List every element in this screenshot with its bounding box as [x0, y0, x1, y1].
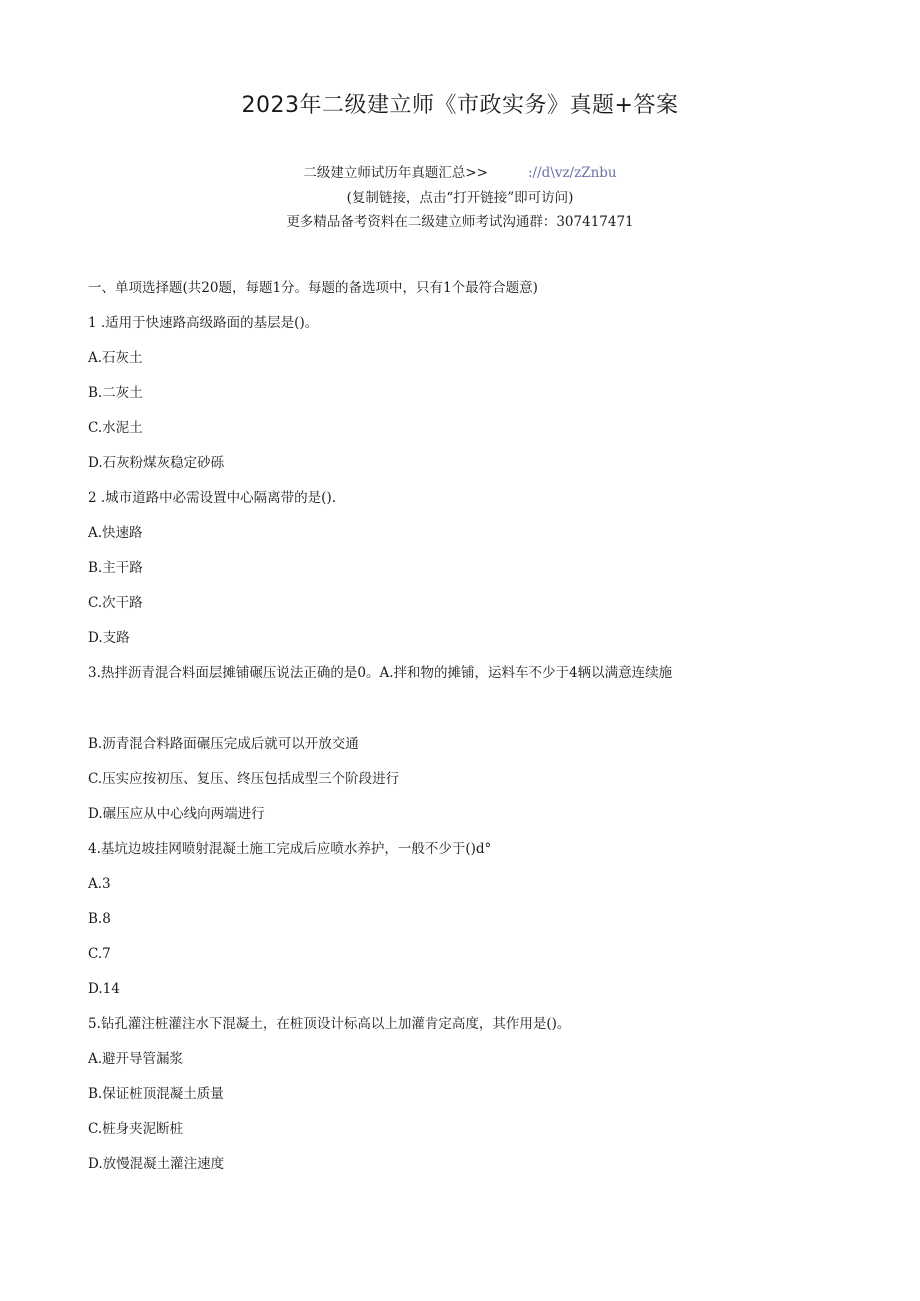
option: C.次干路	[88, 595, 143, 611]
question-stem: 2 .城市道路中必需设置中心隔离带的是().	[88, 490, 336, 506]
option: D.石灰粉煤灰稳定砂砾	[88, 455, 225, 471]
summary-label: 二级建立师试历年真题汇总>>	[303, 165, 488, 181]
document-title: 2023年二级建立师《市政实务》真题+答案	[241, 93, 679, 118]
option: A.3	[88, 876, 111, 892]
group-text: 更多精品备考资料在二级建立师考试沟通群：307417471	[286, 214, 634, 230]
summary-link[interactable]: ://d\vz/zZnbu	[527, 165, 617, 181]
option: A.避开导管漏浆	[88, 1051, 184, 1067]
option: D.放慢混凝土灌注速度	[88, 1156, 225, 1172]
option: A.石灰土	[88, 350, 143, 366]
option: B.沥青混合料路面碾压完成后就可以开放交通	[88, 736, 359, 752]
copy-hint: (复制链接，点击“打开链接”即可访问)	[346, 190, 574, 206]
option: C.压实应按初压、复压、终压包括成型三个阶段进行	[88, 771, 400, 787]
question-stem: 3.热拌沥青混合料面层摊铺碾压说法正确的是0。A.拌和物的摊铺，运料车不少于4辆以满意连续施	[88, 665, 673, 681]
question-stem: 1 .适用于快速路高级路面的基层是()。	[88, 315, 319, 331]
section-heading: 一、单项选择题(共20题，每题1分。每题的备选项中，只有1个最符合题意)	[88, 280, 538, 296]
question-stem: 5.钻孔灌注桩灌注水下混凝土，在桩顶设计标高以上加灌肯定高度，其作用是()。	[88, 1016, 571, 1032]
option: B.二灰土	[88, 385, 143, 401]
option: D.碾压应从中心线向两端进行	[88, 806, 265, 822]
option: B.保证桩顶混凝土质量	[88, 1086, 224, 1102]
option: A.快速路	[88, 525, 143, 541]
question-stem: 4.基坑边坡挂网喷射混凝土施工完成后应喷水养护，一般不少于()d°	[88, 841, 492, 857]
option: C.水泥土	[88, 420, 143, 436]
summary-line	[0, 164, 920, 182]
option: D.支路	[88, 630, 130, 646]
option: C.7	[88, 946, 111, 962]
option: B.8	[88, 911, 111, 927]
option: B.主干路	[88, 560, 143, 576]
option: C.桩身夹泥断桩	[88, 1121, 184, 1137]
option: D.14	[88, 981, 120, 997]
